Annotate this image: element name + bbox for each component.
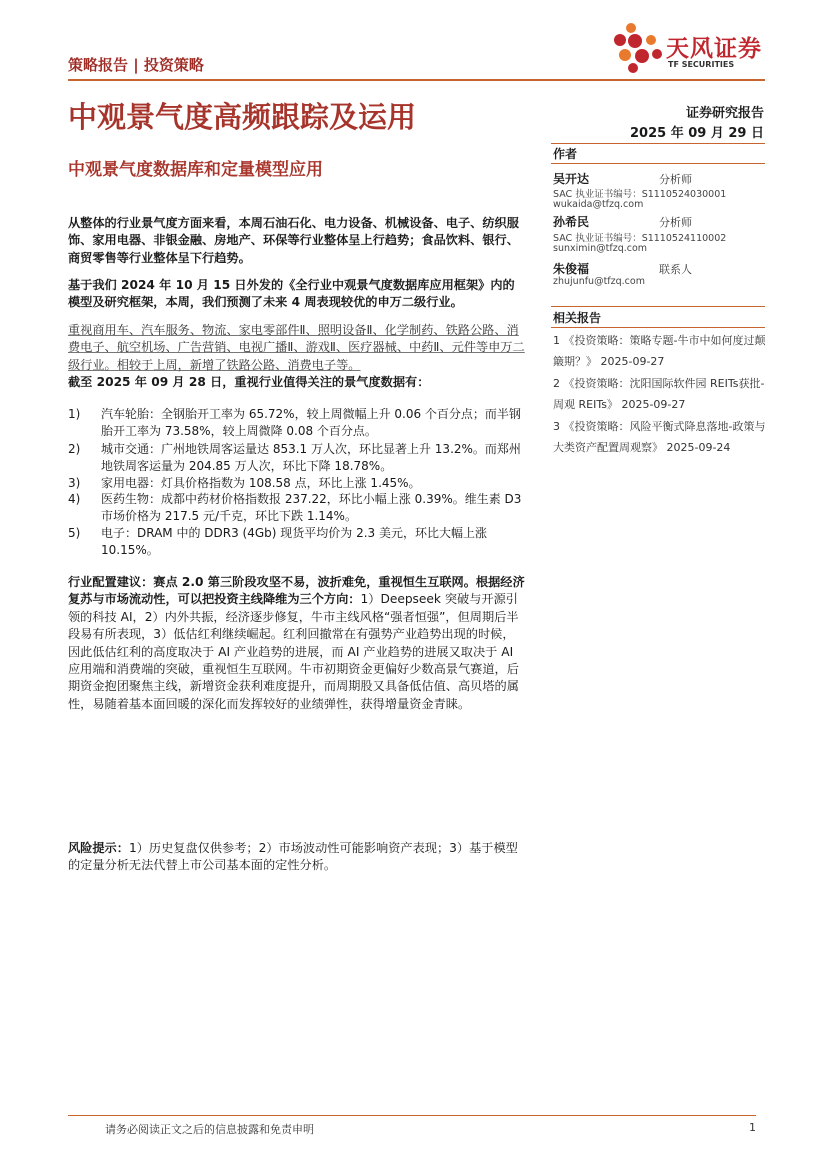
author-name: 孙希民 [553,215,590,229]
related-report-item[interactable]: 3 《投资策略：风险平衡式降息落地-政策与大类资产配置周观察》 2025-09-24 [553,420,766,454]
summary-paragraph: 从整体的行业景气度方面来看，本周石油石化、电力设备、机械设备、电子、纺织服饰、家用电器、非银金融、房地产、环保等行业整体呈上行趋势；食品饮料、银行、商贸零售等行业整体呈下行趋势。 [68,216,519,265]
logo-text: 天风证券 [666,36,762,62]
sidebar-divider [551,306,765,307]
sidebar-divider [551,143,765,144]
author-role: 分析师 [659,216,692,229]
list-number: 1) [68,407,81,421]
logo-subtext: TF SECURITIES [668,60,735,69]
allocation-text: 1）Deepseek 突破与开源引领的科技 AI，2）内外共振，经济逐步修复，牛市主线风格“强者恒强”，但周期后半段易有所表现，3）低估红利继续崛起。红利回撤常在有强势产业趋势出现的时候，因此低估红利的高度取决于 AI 产业趋势的进展，而 AI 产业趋势的进展又取决于 AI 应用端和消费端的突破，重视恒生互联网。牛市初期资金更偏好少数高景气赛道，后期资金抱团聚焦主线，新增资金获利难度提升，而周期股又具备低估值、高贝塔的属性，易随着基本面回暖的深化而发挥较好的业绩弹性，获得增量资金青睐。 [68,592,519,711]
related-report-item[interactable]: 2 《投资策略：沈阳国际软件园 REITs获批-周观 REITs》 2025-09-27 [553,377,765,411]
author-name: 吴开达 [553,172,590,186]
allocation-heading: 行业配置建议：赛点 2.0 第三阶段攻坚不易，波折难免，重视恒生互联网。根据经济复苏与市场流动性，可以把投资主线降维为三个方向： [68,575,525,607]
breadcrumb: 策略报告 | 投资策略 [68,56,204,74]
author-name: 朱俊福 [553,262,590,276]
author-email[interactable]: wukaida@tfzq.com [553,199,644,210]
list-text: 城市交通：广州地铁周客运量达 853.1 万人次，环比显著上升 13.2%。而郑州地铁周客运量为 204.85 万人次，环比下降 18.78%。 [101,442,521,474]
report-date: 2025 年 09 月 29 日 [630,126,764,141]
author-cert: SAC 执业证书编号：S1110524030001 [553,189,727,200]
report-type: 证券研究报告 [685,106,764,121]
risk-text: 1）历史复盘仅供参考；2）市场波动性可能影响资产表现；3）基于模型的定量分析无法代替上市公司基本面的定性分析。 [68,841,518,873]
list-number: 3) [68,476,81,490]
footer-divider [68,1115,756,1116]
author-role: 分析师 [659,173,692,186]
sidebar-divider [551,327,765,328]
cutoff-line: 截至 2025 年 09 月 28 日，重视行业值得关注的景气度数据有： [68,375,430,389]
list-text: 汽车轮胎：全钢胎开工率为 65.72%，较上周微幅上升 0.06 个百分点；而半钢胎开工率为 73.58%，较上周微降 0.08 个百分点。 [101,407,521,439]
framework-paragraph: 基于我们 2024 年 10 月 15 日外发的《全行业中观景气度数据库应用框架》内的模型及研究框架，本周，我们预测了未来 4 周表现较优的申万二级行业。 [68,278,515,310]
allocation-paragraph [68,574,526,713]
related-report-item[interactable]: 1 《投资策略：策略专题-牛市中如何度过颠簸期？》 2025-09-27 [553,334,766,368]
industries-paragraph: 重视商用车、汽车服务、物流、家电零部件Ⅱ、照明设备Ⅱ、化学制药、铁路公路、消费电子、航空机场、广告营销、电视广播Ⅱ、游戏Ⅱ、医疗器械、中药Ⅱ、元件等申万二级行业。相较于上周，新增了铁路公路、消费电子等。 [68,323,525,372]
list-text: 电子：DRAM 中的 DDR3 (4Gb) 现货平均价为 2.3 美元，环比大幅上涨 10.15%。 [101,526,487,558]
report-title: 中观景气度高频跟踪及运用 [68,100,417,134]
risk-paragraph [68,840,526,875]
list-number: 5) [68,526,81,540]
header-divider [68,79,765,81]
report-subtitle: 中观景气度数据库和定量模型应用 [68,160,323,180]
page-number: 1 [749,1121,756,1134]
footer-disclaimer: 请务必阅读正文之后的信息披露和免责申明 [105,1123,314,1136]
author-role: 联系人 [659,263,692,276]
related-heading: 相关报告 [553,311,602,325]
author-email[interactable]: zhujunfu@tfzq.com [553,276,645,287]
authors-heading: 作者 [553,147,578,161]
author-cert: SAC 执业证书编号：S1110524110002 [553,233,727,244]
list-number: 2) [68,442,81,456]
list-text: 家用电器：灯具价格指数为 108.58 点，环比上涨 1.45%。 [101,476,421,490]
list-number: 4) [68,492,81,506]
list-text: 医药生物：成都中药材价格指数报 237.22，环比小幅上涨 0.39%。维生素 D3 市场价格为 217.5 元/千克，环比下跌 1.14%。 [101,492,522,524]
author-email[interactable]: sunximin@tfzq.com [553,243,648,254]
sidebar-divider [551,163,765,164]
logo-mark-icon [611,20,667,74]
risk-heading: 风险提示： [68,841,129,855]
